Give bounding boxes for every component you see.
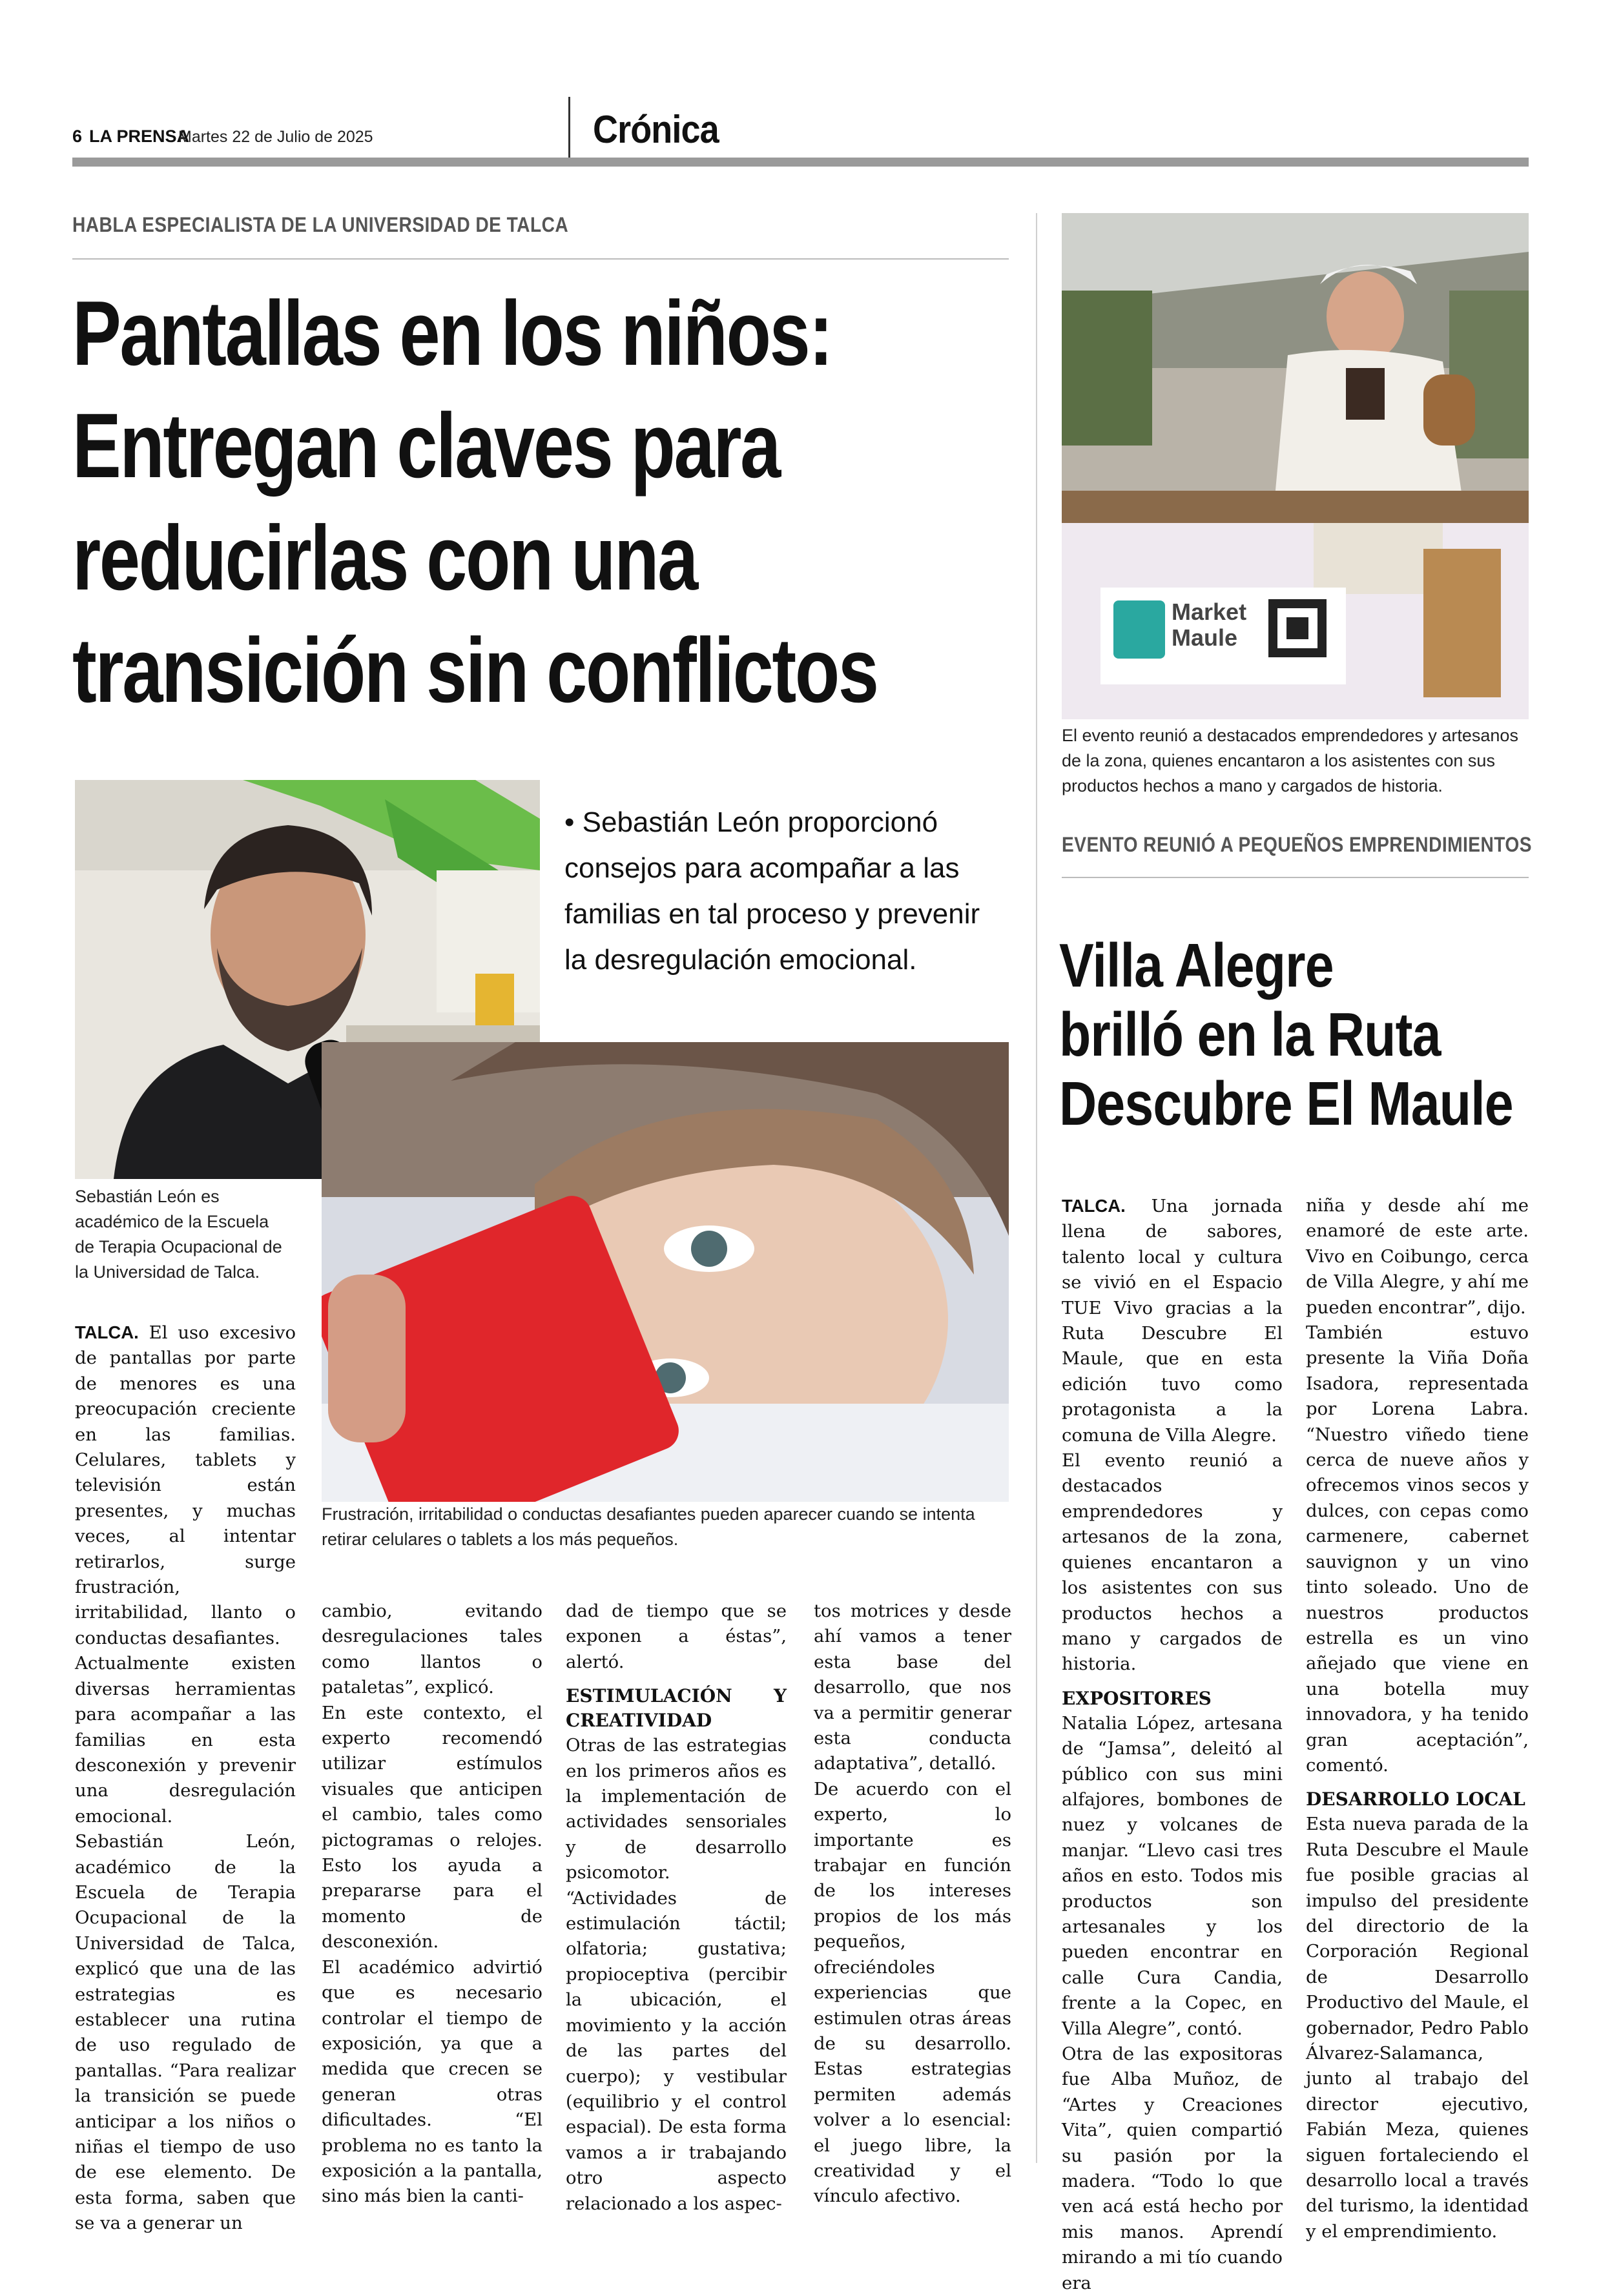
body-paragraph: Sebastián León, académico de la Escuela de Terapia Ocupacional de la Universidad de Talca, explicó que una de las estrategias es establecer una rutina de uso regulado de pantallas. “Para realizar la transición se puede anticipar a los niños o niñas el tiempo de uso de ese elemento. De esta forma, saben que se va a generar un <box>75 1831 296 2234</box>
main-body-col3 <box>566 1599 787 2217</box>
body-paragraph: Esta nueva parada de la Ruta Descubre el Maule fue posible gracias al impulso del presidente del directorio de la Corporación Regional de Desarrollo Productivo del Maule, el gobernador, Pedro Pablo Álvarez-Salamanca, junto al trabajo del director ejecutivo, Fabián Meza, quienes siguen fortaleciendo el desarrollo local a través del turismo, la identidad y el emprendimiento. <box>1306 1814 1529 2242</box>
child-photo <box>322 1042 1009 1502</box>
body-paragraph: En este contexto, el experto recomendó utilizar estímulos visuales que anticipen el cambio, tales como pictogramas o relojes. Esto los ayuda a prepararse para el momento de desconexión. <box>322 1702 542 1953</box>
market-photo-art <box>1062 213 1529 719</box>
headline-line: Pantallas en los niños: <box>72 282 832 385</box>
body-paragraph: tos motrices y desde ahí vamos a tener esta base del desarrollo, que nos va a permitir generar esta conducta adaptativa”, detalló. <box>814 1601 1011 1774</box>
column-divider <box>1036 213 1037 2163</box>
side-kicker: EVENTO REUNIÓ A PEQUEÑOS EMPRENDIMIENTOS <box>1062 833 1532 856</box>
body-paragraph: niña y desde ahí me enamoré de este arte. Vivo en Coibungo, cerca de Villa Alegre, y ahí me pueden encontrar”, dijo. <box>1306 1195 1529 1318</box>
main-headline <box>72 278 878 727</box>
dateline: TALCA. <box>1062 1196 1126 1216</box>
market-sign <box>1172 599 1246 651</box>
issue-date: Martes 22 de Julio de 2025 <box>178 128 373 146</box>
headline-line: brilló en la Ruta <box>1059 1000 1441 1069</box>
market-photo-caption: El evento reunió a destacados emprendedores y artesanos de la zona, quienes encantaron a los asistentes con sus productos hechos a mano y cargados de historia. <box>1062 726 1518 795</box>
headline-line: transición sin conflictos <box>72 619 878 722</box>
subhead: ESTIMULACIÓN Y CREATIVIDAD <box>566 1685 787 1732</box>
main-body-col2 <box>322 1599 542 2209</box>
body-paragraph: Otras de las estrategias en los primeros años es la implementación de actividades sensoriales y de desarrollo psicomotor. “Actividades de estimulación táctil; olfatoria; gustativa; propioceptiva (percibir la ubicación, el movimiento y la acción de las partes del cuerpo); y vestibular (equilibrio y el control espacial). De esta forma vamos a ir trabajando otro aspecto relacionado a los aspec- <box>566 1735 787 2214</box>
body-text: Una jornada llena de sabores, talento local y cultura se vivió en el Espacio TUE Vivo gracias a la Ruta Descubre El Maule, que en esta edición tuvo como protagonista a la comuna de Villa Alegre. <box>1062 1196 1283 1446</box>
headline-line: Villa Alegre <box>1059 931 1334 1000</box>
section-title: Crónica <box>593 108 719 151</box>
body-paragraph: cambio, evitando desregulaciones tales como llantos o pataletas”, explicó. <box>322 1601 542 1698</box>
market-sign-line: Market <box>1172 599 1247 625</box>
side-kicker-rule <box>1062 877 1529 878</box>
subhead: DESARROLLO LOCAL <box>1306 1789 1525 1810</box>
side-headline <box>1059 931 1513 1138</box>
main-body-col4 <box>814 1599 1011 2209</box>
dateline: TALCA. <box>75 1322 139 1342</box>
body-paragraph <box>75 1320 296 1651</box>
body-paragraph: De acuerdo con el experto, lo importante es trabajar en función de los intereses propios de los más pequeños, ofreciéndoles experiencias que estimulen otras áreas de su desarrollo. Estas estrategias permiten además volver a lo esencial: el juego libre, la creatividad y el vínculo afectivo. <box>814 1778 1011 2207</box>
body-paragraph: dad de tiempo que se exponen a éstas”, alertó. <box>566 1601 787 1672</box>
market-photo <box>1062 213 1529 719</box>
headline-line: Descubre El Maule <box>1059 1069 1513 1138</box>
page-number: 6 <box>72 127 83 146</box>
body-paragraph: Otra de las expositoras fue Alba Muñoz, de “Artes y Creaciones Vita”, quien compartió su pasión por la madera. “Todo lo que ven acá está hecho por mis manos. Aprendí mirando a mi tío cuando era <box>1062 2044 1283 2293</box>
body-paragraph: Actualmente existen diversas herramientas para acompañar a las familias en esta desconexión y prevenir una desregulación emocional. <box>75 1653 296 1827</box>
headline-line: Entregan claves para <box>72 395 780 497</box>
main-body-col1 <box>75 1320 296 2237</box>
main-deck: • Sebastián León proporcionó consejos para acompañar a las familias en tal proceso y prevenir la desregulación emocional. <box>564 806 980 976</box>
market-sign-line: Maule <box>1172 624 1238 651</box>
headline-line: reducirlas con una <box>72 507 697 610</box>
main-kicker: HABLA ESPECIALISTA DE LA UNIVERSIDAD DE TALCA <box>72 213 569 236</box>
newspaper-name: LA PRENSA <box>89 127 190 146</box>
side-body-col2 <box>1306 1193 1529 2244</box>
body-paragraph: También estuvo presente la Viña Doña Isadora, representada por Lorena Labra. “Nuestro viñedo tiene cerca de nueve años y ofrecemos vinos secos y dulces, con cepas como carmenere, cabernet sauvignon y un vino tinto soleado. Uno de nuestros productos estrella es un vino añejado que viene en una botella muy innovadora, y ha tenido gran aceptación”, comentó. <box>1306 1322 1529 1776</box>
side-body-col1 <box>1062 1193 1283 2296</box>
specialist-photo-caption: Sebastián León es académico de la Escuela de Terapia Ocupacional de la Universidad de Talca. <box>75 1187 282 1282</box>
body-paragraph: Natalia López, artesana de “Jamsa”, deleitó al público con sus mini alfajores, bombones de nuez y volcanes de manjar. “Llevo casi tres años en esto. Todos mis productos son artesanales y los pueden encontrar en calle Cura Candia, frente a la Copec, en Villa Alegre”, contó. <box>1062 1712 1283 2039</box>
body-text: El uso excesivo de pantallas por parte de menores es una preocupación creciente en las familias. Celulares, tablets y televisión están presentes, y muchas veces, al intentar retirarlos, surge frustración, irritabilidad, llanto o conductas desafiantes. <box>75 1322 296 1648</box>
header-divider <box>568 97 570 158</box>
subhead: EXPOSITORES <box>1062 1687 1212 1709</box>
body-paragraph: El académico advirtió que es necesario controlar el tiempo de exposición, ya que a medida que crecen se generan otras dificultades. “El problema no es tanto la exposición a la pantalla, sino más bien la canti- <box>322 1956 542 2207</box>
header-bar <box>72 158 1529 167</box>
body-paragraph <box>1062 1193 1283 1448</box>
child-photo-art <box>322 1042 1009 1502</box>
child-photo-caption: Frustración, irritabilidad o conductas desafiantes pueden aparecer cuando se intenta retirar celulares o tablets a los más pequeños. <box>322 1504 975 1549</box>
kicker-rule <box>72 258 1009 260</box>
body-paragraph: El evento reunió a destacados emprendedores y artesanos de la zona, quienes encantaron a los asistentes con sus productos hechos a mano y cargados de historia. <box>1062 1450 1283 1675</box>
